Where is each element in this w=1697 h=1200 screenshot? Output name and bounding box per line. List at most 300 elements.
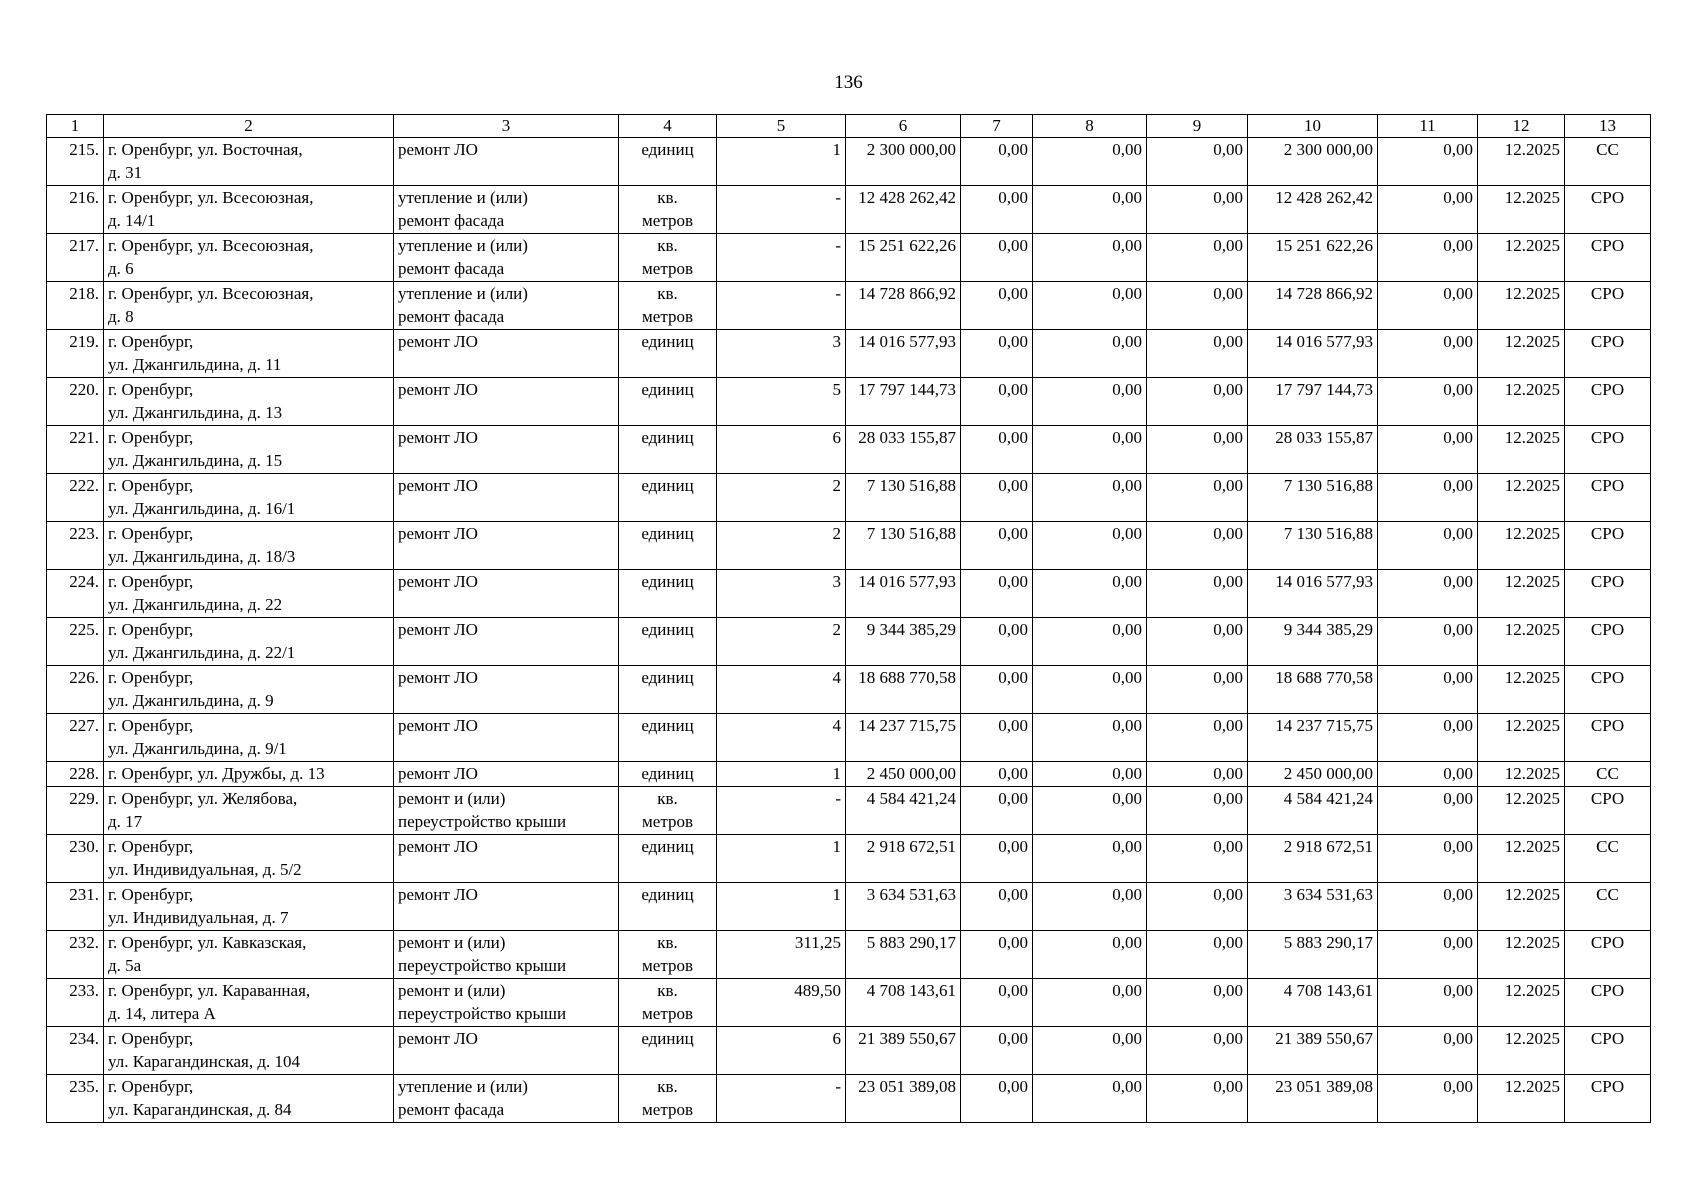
cell-line: г. Оренбург,: [108, 620, 194, 639]
cell-line: г. Оренбург,: [108, 476, 194, 495]
cell-line: г. Оренбург,: [108, 837, 194, 856]
completion-date-cell: 12.2025: [1478, 426, 1565, 474]
cell-line: единиц: [641, 380, 694, 399]
cell-line: переустройство крыши: [398, 956, 567, 975]
table-row: [47, 762, 1651, 787]
cell-line: ул. Джангильдина, д. 9: [108, 691, 274, 710]
col8-cell: 0,00: [1033, 330, 1147, 378]
cell-line: ремонт ЛО: [398, 572, 478, 591]
cell-line: единиц: [641, 476, 694, 495]
work-type-cell: [394, 835, 619, 883]
column-number-header: 11: [1378, 115, 1478, 138]
col11-cell: 0,00: [1378, 474, 1478, 522]
cell-line: г. Оренбург,: [108, 668, 194, 687]
work-type-cell: [394, 787, 619, 835]
col8-cell: 0,00: [1033, 835, 1147, 883]
col10-cell: 2 918 672,51: [1248, 835, 1378, 883]
cell-line: ремонт ЛО: [398, 1029, 478, 1048]
cell-line: г. Оренбург,: [108, 1077, 194, 1096]
source-cell: СРО: [1565, 979, 1651, 1027]
col11-cell: 0,00: [1378, 186, 1478, 234]
col7-cell: 0,00: [961, 330, 1033, 378]
col10-cell: 5 883 290,17: [1248, 931, 1378, 979]
table-row: [47, 426, 1651, 474]
row-number-cell: 230.: [47, 835, 104, 883]
col8-cell: 0,00: [1033, 1027, 1147, 1075]
total-cost-cell: 2 300 000,00: [846, 138, 961, 186]
total-cost-cell: 14 016 577,93: [846, 570, 961, 618]
cell-line: г. Оренбург,: [108, 428, 194, 447]
address-cell: [104, 1075, 394, 1123]
work-type-cell: [394, 714, 619, 762]
source-cell: СС: [1565, 762, 1651, 787]
row-number-cell: 221.: [47, 426, 104, 474]
cell-line: кв.: [657, 789, 678, 808]
col7-cell: 0,00: [961, 234, 1033, 282]
cell-line: г. Оренбург,: [108, 524, 194, 543]
table-row: [47, 883, 1651, 931]
table-row: [47, 522, 1651, 570]
col11-cell: 0,00: [1378, 522, 1478, 570]
table-row: [47, 474, 1651, 522]
completion-date-cell: 12.2025: [1478, 522, 1565, 570]
cell-line: ремонт ЛО: [398, 764, 478, 783]
cell-line: единиц: [641, 764, 694, 783]
table-row: [47, 666, 1651, 714]
source-cell: СРО: [1565, 474, 1651, 522]
col7-cell: 0,00: [961, 931, 1033, 979]
address-cell: [104, 234, 394, 282]
col9-cell: 0,00: [1147, 666, 1248, 714]
col11-cell: 0,00: [1378, 979, 1478, 1027]
cell-line: д. 8: [108, 307, 134, 326]
col11-cell: 0,00: [1378, 426, 1478, 474]
col11-cell: 0,00: [1378, 1075, 1478, 1123]
completion-date-cell: 12.2025: [1478, 570, 1565, 618]
cell-line: ремонт ЛО: [398, 837, 478, 856]
col7-cell: 0,00: [961, 1075, 1033, 1123]
address-cell: [104, 835, 394, 883]
unit-cell: [619, 474, 717, 522]
col8-cell: 0,00: [1033, 378, 1147, 426]
cell-line: утепление и (или): [398, 236, 528, 255]
quantity-cell: -: [717, 787, 846, 835]
cell-line: ул. Джангильдина, д. 11: [108, 355, 282, 374]
col10-cell: 23 051 389,08: [1248, 1075, 1378, 1123]
table-row: [47, 714, 1651, 762]
address-cell: [104, 426, 394, 474]
cell-line: ремонт фасада: [398, 259, 505, 278]
repair-program-table: [46, 114, 1651, 1123]
row-number-cell: 223.: [47, 522, 104, 570]
work-type-cell: [394, 931, 619, 979]
total-cost-cell: 14 728 866,92: [846, 282, 961, 330]
source-cell: СРО: [1565, 282, 1651, 330]
cell-line: кв.: [657, 933, 678, 952]
completion-date-cell: 12.2025: [1478, 330, 1565, 378]
col11-cell: 0,00: [1378, 931, 1478, 979]
col10-cell: 3 634 531,63: [1248, 883, 1378, 931]
quantity-cell: 1: [717, 835, 846, 883]
cell-line: г. Оренбург,: [108, 572, 194, 591]
cell-line: метров: [642, 956, 693, 975]
col7-cell: 0,00: [961, 1027, 1033, 1075]
table-row: [47, 787, 1651, 835]
work-type-cell: [394, 618, 619, 666]
col10-cell: 18 688 770,58: [1248, 666, 1378, 714]
col11-cell: 0,00: [1378, 666, 1478, 714]
cell-line: переустройство крыши: [398, 812, 567, 831]
table-row: [47, 186, 1651, 234]
row-number-cell: 220.: [47, 378, 104, 426]
source-cell: СРО: [1565, 1027, 1651, 1075]
address-cell: [104, 330, 394, 378]
page-number: 136: [834, 72, 863, 93]
source-cell: СРО: [1565, 234, 1651, 282]
total-cost-cell: 2 918 672,51: [846, 835, 961, 883]
unit-cell: [619, 618, 717, 666]
quantity-cell: 2: [717, 618, 846, 666]
col9-cell: 0,00: [1147, 426, 1248, 474]
quantity-cell: 311,25: [717, 931, 846, 979]
cell-line: единиц: [641, 837, 694, 856]
unit-cell: [619, 186, 717, 234]
completion-date-cell: 12.2025: [1478, 234, 1565, 282]
row-number-cell: 226.: [47, 666, 104, 714]
col8-cell: 0,00: [1033, 474, 1147, 522]
row-number-cell: 215.: [47, 138, 104, 186]
completion-date-cell: 12.2025: [1478, 835, 1565, 883]
col9-cell: 0,00: [1147, 835, 1248, 883]
cell-line: кв.: [657, 236, 678, 255]
cell-line: ул. Индивидуальная, д. 7: [108, 908, 289, 927]
cell-line: единиц: [641, 1029, 694, 1048]
completion-date-cell: 12.2025: [1478, 714, 1565, 762]
col11-cell: 0,00: [1378, 835, 1478, 883]
source-cell: СРО: [1565, 618, 1651, 666]
cell-line: единиц: [641, 140, 694, 159]
address-cell: [104, 666, 394, 714]
cell-line: д. 17: [108, 812, 143, 831]
work-type-cell: [394, 979, 619, 1027]
col8-cell: 0,00: [1033, 186, 1147, 234]
quantity-cell: 2: [717, 522, 846, 570]
cell-line: ремонт ЛО: [398, 716, 478, 735]
column-number-header: 5: [717, 115, 846, 138]
row-number-cell: 228.: [47, 762, 104, 787]
completion-date-cell: 12.2025: [1478, 378, 1565, 426]
col8-cell: 0,00: [1033, 618, 1147, 666]
unit-cell: [619, 138, 717, 186]
cell-line: ул. Индивидуальная, д. 5/2: [108, 860, 302, 879]
cell-line: утепление и (или): [398, 1077, 528, 1096]
address-cell: [104, 522, 394, 570]
total-cost-cell: 3 634 531,63: [846, 883, 961, 931]
quantity-cell: 3: [717, 330, 846, 378]
col10-cell: 12 428 262,42: [1248, 186, 1378, 234]
quantity-cell: -: [717, 234, 846, 282]
col11-cell: 0,00: [1378, 570, 1478, 618]
col9-cell: 0,00: [1147, 330, 1248, 378]
table-row: [47, 138, 1651, 186]
unit-cell: [619, 714, 717, 762]
col9-cell: 0,00: [1147, 1075, 1248, 1123]
column-number-header: 8: [1033, 115, 1147, 138]
table-row: [47, 1027, 1651, 1075]
cell-line: г. Оренбург,: [108, 332, 194, 351]
cell-line: утепление и (или): [398, 188, 528, 207]
col11-cell: 0,00: [1378, 618, 1478, 666]
col10-cell: 15 251 622,26: [1248, 234, 1378, 282]
cell-line: ремонт ЛО: [398, 428, 478, 447]
source-cell: СРО: [1565, 378, 1651, 426]
col7-cell: 0,00: [961, 570, 1033, 618]
address-cell: [104, 883, 394, 931]
cell-line: ул. Карагандинская, д. 104: [108, 1052, 300, 1071]
table-row: [47, 234, 1651, 282]
column-number-header: 2: [104, 115, 394, 138]
address-cell: [104, 762, 394, 787]
col9-cell: 0,00: [1147, 138, 1248, 186]
col10-cell: 4 584 421,24: [1248, 787, 1378, 835]
table-row: [47, 1075, 1651, 1123]
cell-line: г. Оренбург, ул. Восточная,: [108, 140, 303, 159]
col10-cell: 7 130 516,88: [1248, 522, 1378, 570]
work-type-cell: [394, 1027, 619, 1075]
table-row: [47, 835, 1651, 883]
address-cell: [104, 931, 394, 979]
source-cell: СРО: [1565, 787, 1651, 835]
col7-cell: 0,00: [961, 186, 1033, 234]
unit-cell: [619, 787, 717, 835]
cell-line: ремонт и (или): [398, 981, 506, 1000]
col7-cell: 0,00: [961, 714, 1033, 762]
col8-cell: 0,00: [1033, 234, 1147, 282]
source-cell: СРО: [1565, 931, 1651, 979]
cell-line: г. Оренбург,: [108, 716, 194, 735]
col10-cell: 14 016 577,93: [1248, 570, 1378, 618]
total-cost-cell: 7 130 516,88: [846, 474, 961, 522]
col7-cell: 0,00: [961, 378, 1033, 426]
cell-line: ремонт ЛО: [398, 140, 478, 159]
col8-cell: 0,00: [1033, 282, 1147, 330]
cell-line: ремонт ЛО: [398, 380, 478, 399]
work-type-cell: [394, 138, 619, 186]
row-number-cell: 233.: [47, 979, 104, 1027]
quantity-cell: 5: [717, 378, 846, 426]
cell-line: кв.: [657, 188, 678, 207]
col10-cell: 7 130 516,88: [1248, 474, 1378, 522]
col8-cell: 0,00: [1033, 426, 1147, 474]
row-number-cell: 217.: [47, 234, 104, 282]
quantity-cell: 4: [717, 666, 846, 714]
col10-cell: 17 797 144,73: [1248, 378, 1378, 426]
unit-cell: [619, 835, 717, 883]
source-cell: СРО: [1565, 426, 1651, 474]
unit-cell: [619, 330, 717, 378]
unit-cell: [619, 1075, 717, 1123]
col11-cell: 0,00: [1378, 883, 1478, 931]
col10-cell: 9 344 385,29: [1248, 618, 1378, 666]
source-cell: СС: [1565, 138, 1651, 186]
col7-cell: 0,00: [961, 666, 1033, 714]
table-row: [47, 570, 1651, 618]
completion-date-cell: 12.2025: [1478, 762, 1565, 787]
quantity-cell: 489,50: [717, 979, 846, 1027]
cell-line: ремонт ЛО: [398, 620, 478, 639]
unit-cell: [619, 883, 717, 931]
cell-line: ремонт фасада: [398, 211, 505, 230]
source-cell: СС: [1565, 883, 1651, 931]
source-cell: СРО: [1565, 330, 1651, 378]
cell-line: г. Оренбург, ул. Кавказская,: [108, 933, 307, 952]
completion-date-cell: 12.2025: [1478, 1027, 1565, 1075]
cell-line: метров: [642, 1100, 693, 1119]
total-cost-cell: 15 251 622,26: [846, 234, 961, 282]
col9-cell: 0,00: [1147, 883, 1248, 931]
row-number-cell: 227.: [47, 714, 104, 762]
col11-cell: 0,00: [1378, 378, 1478, 426]
row-number-cell: 218.: [47, 282, 104, 330]
row-number-cell: 224.: [47, 570, 104, 618]
work-type-cell: [394, 330, 619, 378]
unit-cell: [619, 378, 717, 426]
col9-cell: 0,00: [1147, 714, 1248, 762]
col7-cell: 0,00: [961, 474, 1033, 522]
col8-cell: 0,00: [1033, 762, 1147, 787]
cell-line: д. 14/1: [108, 211, 156, 230]
address-cell: [104, 378, 394, 426]
work-type-cell: [394, 522, 619, 570]
completion-date-cell: 12.2025: [1478, 618, 1565, 666]
column-number-header: 1: [47, 115, 104, 138]
source-cell: СС: [1565, 835, 1651, 883]
cell-line: ремонт и (или): [398, 789, 506, 808]
cell-line: кв.: [657, 1077, 678, 1096]
completion-date-cell: 12.2025: [1478, 883, 1565, 931]
row-number-cell: 225.: [47, 618, 104, 666]
table-row: [47, 618, 1651, 666]
cell-line: ул. Джангильдина, д. 22: [108, 595, 283, 614]
row-number-cell: 234.: [47, 1027, 104, 1075]
col8-cell: 0,00: [1033, 883, 1147, 931]
col9-cell: 0,00: [1147, 570, 1248, 618]
col7-cell: 0,00: [961, 282, 1033, 330]
unit-cell: [619, 666, 717, 714]
unit-cell: [619, 522, 717, 570]
total-cost-cell: 28 033 155,87: [846, 426, 961, 474]
cell-line: г. Оренбург,: [108, 885, 194, 904]
col9-cell: 0,00: [1147, 234, 1248, 282]
cell-line: метров: [642, 211, 693, 230]
col8-cell: 0,00: [1033, 979, 1147, 1027]
work-type-cell: [394, 666, 619, 714]
col9-cell: 0,00: [1147, 474, 1248, 522]
row-number-cell: 222.: [47, 474, 104, 522]
column-number-header: 6: [846, 115, 961, 138]
address-cell: [104, 1027, 394, 1075]
total-cost-cell: 9 344 385,29: [846, 618, 961, 666]
cell-line: г. Оренбург, ул. Всесоюзная,: [108, 284, 314, 303]
col10-cell: 28 033 155,87: [1248, 426, 1378, 474]
col7-cell: 0,00: [961, 618, 1033, 666]
col9-cell: 0,00: [1147, 979, 1248, 1027]
cell-line: ремонт фасада: [398, 307, 505, 326]
col10-cell: 2 450 000,00: [1248, 762, 1378, 787]
cell-line: г. Оренбург, ул. Дружбы, д. 13: [108, 764, 325, 783]
row-number-cell: 235.: [47, 1075, 104, 1123]
quantity-cell: 3: [717, 570, 846, 618]
work-type-cell: [394, 570, 619, 618]
cell-line: ул. Джангильдина, д. 18/3: [108, 547, 296, 566]
total-cost-cell: 14 016 577,93: [846, 330, 961, 378]
cell-line: ремонт ЛО: [398, 476, 478, 495]
source-cell: СРО: [1565, 666, 1651, 714]
col9-cell: 0,00: [1147, 378, 1248, 426]
col10-cell: 2 300 000,00: [1248, 138, 1378, 186]
cell-line: единиц: [641, 620, 694, 639]
cell-line: единиц: [641, 716, 694, 735]
address-cell: [104, 570, 394, 618]
col9-cell: 0,00: [1147, 618, 1248, 666]
row-number-cell: 232.: [47, 931, 104, 979]
col9-cell: 0,00: [1147, 282, 1248, 330]
cell-line: г. Оренбург, ул. Караванная,: [108, 981, 311, 1000]
work-type-cell: [394, 282, 619, 330]
work-type-cell: [394, 234, 619, 282]
unit-cell: [619, 282, 717, 330]
unit-cell: [619, 1027, 717, 1075]
cell-line: г. Оренбург, ул. Желябова,: [108, 789, 298, 808]
unit-cell: [619, 931, 717, 979]
work-type-cell: [394, 378, 619, 426]
quantity-cell: 6: [717, 426, 846, 474]
cell-line: д. 31: [108, 163, 143, 182]
address-cell: [104, 186, 394, 234]
work-type-cell: [394, 186, 619, 234]
address-cell: [104, 138, 394, 186]
total-cost-cell: 18 688 770,58: [846, 666, 961, 714]
cell-line: ул. Джангильдина, д. 22/1: [108, 643, 296, 662]
unit-cell: [619, 762, 717, 787]
cell-line: кв.: [657, 981, 678, 1000]
row-number-cell: 219.: [47, 330, 104, 378]
col8-cell: 0,00: [1033, 522, 1147, 570]
completion-date-cell: 12.2025: [1478, 138, 1565, 186]
cell-line: г. Оренбург, ул. Всесоюзная,: [108, 236, 314, 255]
completion-date-cell: 12.2025: [1478, 1075, 1565, 1123]
col11-cell: 0,00: [1378, 282, 1478, 330]
address-cell: [104, 618, 394, 666]
total-cost-cell: 17 797 144,73: [846, 378, 961, 426]
completion-date-cell: 12.2025: [1478, 787, 1565, 835]
col11-cell: 0,00: [1378, 762, 1478, 787]
table-row: [47, 282, 1651, 330]
col11-cell: 0,00: [1378, 1027, 1478, 1075]
quantity-cell: 6: [717, 1027, 846, 1075]
col9-cell: 0,00: [1147, 522, 1248, 570]
address-cell: [104, 714, 394, 762]
quantity-cell: -: [717, 186, 846, 234]
address-cell: [104, 282, 394, 330]
quantity-cell: 1: [717, 762, 846, 787]
col9-cell: 0,00: [1147, 762, 1248, 787]
cell-line: ул. Джангильдина, д. 9/1: [108, 739, 287, 758]
col10-cell: 14 016 577,93: [1248, 330, 1378, 378]
quantity-cell: 1: [717, 138, 846, 186]
unit-cell: [619, 979, 717, 1027]
col7-cell: 0,00: [961, 762, 1033, 787]
